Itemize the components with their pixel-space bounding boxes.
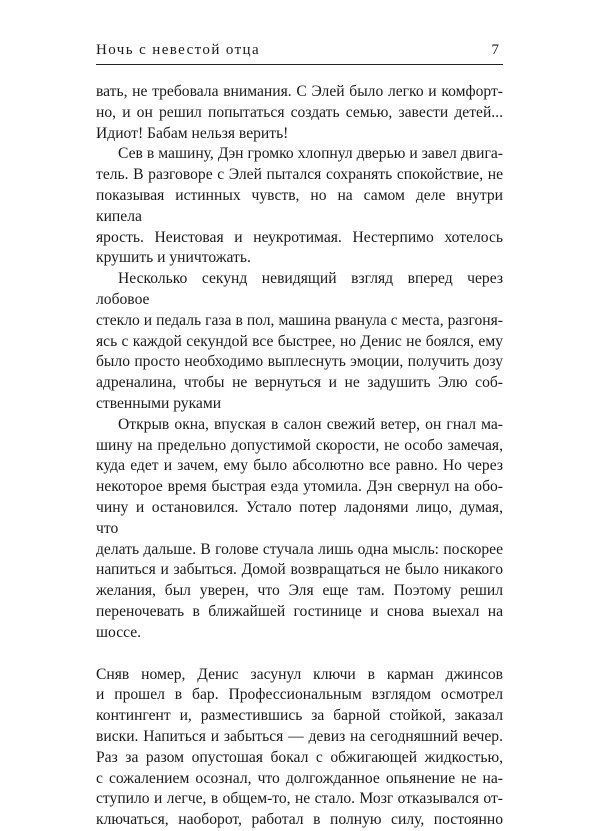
text-line: Сев в машину, Дэн громко хлопнул дверью и завел двига-: [118, 145, 503, 163]
text-line: ственными руками: [96, 394, 222, 412]
running-header: [96, 40, 503, 65]
text-line: ясь с каждой секундой все быстрее, но Денис не боялся, ему: [96, 332, 503, 350]
text-line: и прошел в бар. Профессиональным взглядом осмотрел: [96, 686, 503, 704]
text-line: Идиот! Бабам нельзя верить!: [96, 124, 289, 142]
text-line: Раз за разом опустошая бокал с обжигающей жидкостью,: [96, 748, 503, 766]
book-title: Ночь с невестой отца: [96, 42, 261, 58]
text-line: было просто необходимо выплеснуть эмоции, получить дозу: [96, 353, 503, 371]
text-line: некоторое время быстрая езда утомила. Дэн свернул на обо-: [96, 478, 503, 496]
text-line: ключаться, наоборот, работал в полную силу, постоянно: [96, 811, 503, 829]
page-body: [96, 82, 503, 831]
text-line: ступило и легче, в общем-то, не стало. Мозг отказывался от-: [96, 790, 503, 808]
text-line: вать, не требовала внимания. С Элей было легко и комфорт-: [96, 83, 503, 100]
text-line: Несколько секунд невидящий взгляд вперед через лобовое: [96, 270, 503, 308]
text-line: шину на предельно допустимой скорости, не особо замечая,: [96, 436, 503, 454]
text-line: чину и остановился. Устало потер ладонями лицо, думая, что: [96, 498, 503, 537]
text-line: куда едет и зачем, ему было абсолютно все равно. Но через: [96, 457, 503, 475]
text-line: напиться и забыться. Домой возвращаться не было никакого: [96, 561, 503, 579]
page-number: 7: [491, 42, 499, 58]
text-line: но, и он решил попытаться создать семью, завести детей...: [96, 103, 503, 121]
text-line: переночевать в ближайшей гостинице и снова выехал на: [96, 602, 503, 620]
text-line: тель. В разговоре с Элей пытался сохранять спокойствие, не: [96, 166, 503, 184]
text-line: адреналина, чтобы не вернуться и не задушить Элю соб-: [96, 374, 503, 392]
text-line: виски. Напиться и забыться — девиз на сегодняшний вечер.: [96, 727, 503, 745]
text-line: контингент и, разместившись за барной стойкой, заказал: [96, 707, 503, 725]
text-line: желания, был уверен, что Эля еще там. Поэтому решил: [96, 582, 503, 600]
text-line: показывая истинных чувств, но на самом деле внутри кипела: [96, 186, 503, 225]
text-line: с сожалением осознал, что долгожданное опьянение не на-: [96, 769, 503, 787]
text-line: делать дальше. В голове стучала лишь одна мысль: поскорее: [96, 540, 503, 558]
text-line: стекло и педаль газа в пол, машина рванула с места, разгоня-: [96, 311, 503, 329]
text-line: ярость. Неистовая и неукротимая. Нестерпимо хотелось: [96, 228, 503, 246]
text-line: Сняв номер, Денис засунул ключи в карман джинсов: [96, 665, 503, 683]
text-line: Открыв окна, впуская в салон свежий ветер, он гнал ма-: [118, 415, 503, 433]
text-line: крушить и уничтожать.: [96, 249, 251, 267]
text-line: шоссе.: [96, 623, 142, 641]
